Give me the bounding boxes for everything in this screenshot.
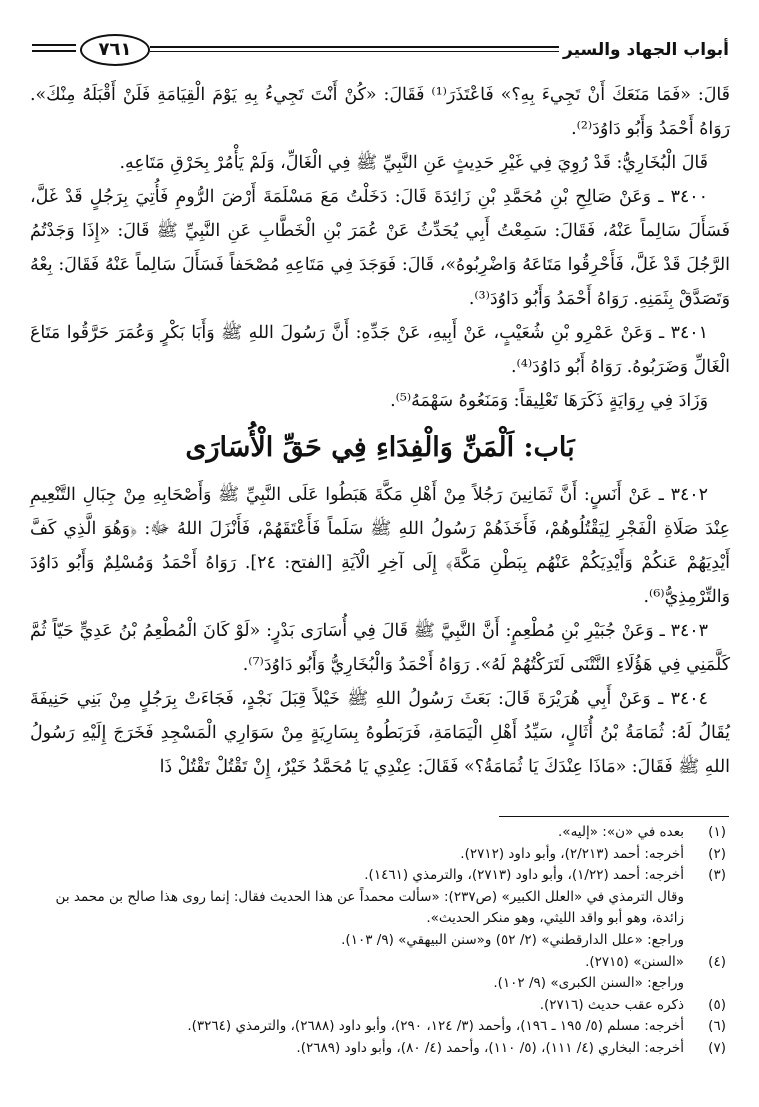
- footnotes: [30, 822, 730, 1060]
- paragraph-continuation: قَالَ: «فَمَا مَنَعَكَ أَنْ تَجِيءَ بِهِ؟» فَاعْتَذَرَ⁽¹⁾ فَقَالَ: «كُنْ أَنْتَ تَجِيءُ بِهِ يَوْمَ الْقِيَامَةِ فَلَنْ أَقْبَلَهُ مِنْكَ». رَوَاهُ أَحْمَدُ وَأَبُو دَاوُدَ⁽²⁾.: [30, 85, 730, 139]
- footnote-number: (١): [708, 824, 726, 840]
- footnote-5: [30, 995, 730, 1017]
- page-number: ٧٦١: [80, 34, 150, 66]
- footnote-number: (٢): [708, 845, 726, 862]
- footnote-7: [30, 1038, 730, 1060]
- page-number-line-top: [32, 44, 76, 46]
- footnote-separator: [499, 816, 729, 817]
- chapter-heading: بَاب: اَلْمَنِّ وَالْفِدَاءِ فِي حَقِّ الْأُسَارَى: [185, 432, 575, 463]
- footnote-4: [30, 952, 730, 974]
- page-header: [32, 34, 729, 70]
- footnote-number: (٤): [708, 953, 726, 970]
- footnote-1: [30, 822, 730, 844]
- hadith-3400: ٣٤٠٠ ـ وَعَنْ صَالِحِ بْنِ مُحَمَّدِ بْنِ زَائِدَةَ قَالَ: دَخَلْتُ مَعَ مَسْلَمَةَ أَرْضَ الرُّومِ فَأُتِيَ بِرَجُلٍ قَدْ غَلَّ، فَسَأَلَ سَالِماً عَنْهُ، فَقَالَ: سَمِعْتُ أَبِي يُحَدِّثُ عَنْ عُمَرَ بْنِ الْخَطَّابِ عَنِ النَّبِيِّ ﷺ قَالَ: «إِذَا وَجَدْتُمُ الرَّجُلَ قَدْ غَلَّ، فَأَحْرِقُوا مَتَاعَهُ وَاضْرِبُوهُ»، قَالَ: فَوَجَدَ فِي مَتَاعِهِ مُصْحَفاً فَسَأَلَ سَالِماً عَنْهُ فَقَالَ: بِعْهُ وَتَصَدَّقْ بِثَمَنِهِ. رَوَاهُ أَحْمَدُ وَأَبُو دَاوُدَ⁽³⁾.: [30, 187, 730, 309]
- footnote-text: وراجع: «علل الدارقطني» (٢/ ٥٢) و«سنن البيهقي» (٩/ ١٠٣).: [341, 931, 684, 948]
- hadith-3401: ٣٤٠١ ـ وَعَنْ عَمْرِو بْنِ شُعَيْبٍ، عَنْ أَبِيهِ، عَنْ جَدِّهِ: أَنَّ رَسُولَ اللهِ ﷺ وَأَبَا بَكْرٍ وَعُمَرَ حَرَّقُوا مَتَاعَ الْغَالِّ وَضَرَبُوهُ. رَوَاهُ أَبُو دَاوُدَ⁽⁴⁾.: [30, 323, 730, 377]
- footnote-text: أخرجه: البخاري (٤/ ١١١)، (٥/ ١١٠)، وأحمد (٤/ ٨٠)، وأبو داود (٢٦٨٩).: [296, 1039, 684, 1056]
- footnote-text: أخرجه: أحمد (١/٢٢)، وأبو داود (٢٧١٣)، والترمذي (١٤٦١).: [364, 867, 684, 884]
- header-rule: [150, 46, 559, 48]
- footnote-text: وراجع: «السنن الكبرى» (٩/ ١٠٢).: [493, 975, 684, 992]
- footnote-6: [30, 1016, 730, 1038]
- footnote-2: [30, 844, 730, 866]
- hadith-3403: ٣٤٠٣ ـ وَعَنْ جُبَيْرِ بْنِ مُطْعِمٍ: أَنَّ النَّبِيَّ ﷺ قَالَ فِي أُسَارَى بَدْرٍ: «لَوْ كَانَ الْمُطْعِمُ بْنُ عَدِيٍّ حَيّاً ثُمَّ كَلَّمَنِي فِي هَؤُلَاءِ النَّتْنَى لَتَرَكْتُهُمْ لَهُ». رَوَاهُ أَحْمَدُ وَالْبُخَارِيُّ وَأَبُو دَاوُدَ⁽⁷⁾.: [30, 621, 730, 675]
- main-text: [30, 78, 730, 784]
- footnote-text: وقال الترمذي في «العلل الكبير» (ص٢٣٧): «سألت محمداً عن هذا الحديث فقال: إنما روى هذا صالح بن محمد بن زائدة، وهو أبو واقد الليثي، وهو منكر الحديث».: [55, 888, 684, 927]
- footnote-3-see-also: [30, 930, 730, 952]
- footnote-text: ذكره عقب حديث (٢٧١٦).: [539, 996, 684, 1013]
- running-title: أبواب الجهاد والسير: [563, 40, 729, 60]
- hadith-3402: ٣٤٠٢ ـ عَنْ أَنَسٍ: أَنَّ ثَمَانِينَ رَجُلاً مِنْ أَهْلِ مَكَّةَ هَبَطُوا عَلَى النَّبِيِّ ﷺ وَأَصْحَابِهِ مِنْ جِبَالِ التَّنْعِيمِ عِنْدَ صَلَاةِ الْفَجْرِ لِيَقْتُلُوهُمْ، فَأَخَذَهُمْ رَسُولُ اللهِ ﷺ سَلَماً فَأَعْتَقَهُمْ، فَأَنْزَلَ اللهُ ﷻ: ﴿وَهُوَ الَّذِي كَفَّ أَيْدِيَهُمْ عَنكُمْ وَأَيْدِيَكُمْ عَنْهُم بِبَطْنِ مَكَّةَ﴾ إِلَى آخِرِ الْآيَةِ [الفتح: ٢٤]. رَوَاهُ أَحْمَدُ وَمُسْلِمٌ وَأَبُو دَاوُدَ وَالتِّرْمِذِيُّ⁽⁶⁾.: [30, 485, 730, 607]
- page-number-line-bottom: [32, 50, 76, 52]
- footnote-text: أخرجه: أحمد (٢/٢١٣)، وأبو داود (٢٧١٢).: [460, 845, 684, 862]
- footnote-number: (٧): [708, 1039, 726, 1056]
- footnote-4-see-also: [30, 973, 730, 995]
- hadith-3404: ٣٤٠٤ ـ وَعَنْ أَبِي هُرَيْرَةَ قَالَ: بَعَثَ رَسُولُ اللهِ ﷺ خَيْلاً قِبَلَ نَجْدٍ، فَجَاءَتْ بِرَجُلٍ مِنْ بَنِي حَنِيفَةَ يُقَالُ لَهُ: ثُمَامَةُ بْنُ أُثَالٍ، سَيِّدُ أَهْلِ الْيَمَامَةِ، فَرَبَطُوهُ بِسَارِيَةٍ مِنْ سَوَارِي الْمَسْجِدِ فَخَرَجَ إِلَيْهِ رَسُولُ اللهِ ﷺ فَقَالَ: «مَاذَا عِنْدَكَ يَا ثُمَامَةُ؟» فَقَالَ: عِنْدِي يَا مُحَمَّدُ خَيْرٌ، إِنْ تَقْتُلْ تَقْتُلْ ذَا: [30, 689, 730, 777]
- footnote-number: (٥): [708, 996, 726, 1013]
- hadith-3401-addition: وَزَادَ فِي رِوَايَةٍ ذَكَرَهَا تَعْلِيقاً: وَمَنَعُوهُ سَهْمَهُ⁽⁵⁾.: [390, 391, 708, 411]
- footnote-text: بعده في «ن»: «إليه».: [558, 824, 684, 840]
- footnote-number: (٣): [708, 867, 726, 884]
- footnote-text: «السنن» (٢٧١٥).: [585, 953, 684, 970]
- header-rule-thin: [150, 51, 559, 52]
- footnote-text: أخرجه: مسلم (٥/ ١٩٥ ـ ١٩٦)، وأحمد (٣/ ١٢٤، ٢٩٠)، وأبو داود (٢٦٨٨)، والترمذي (٣٢٦٤).: [187, 1018, 684, 1035]
- footnote-number: (٦): [708, 1018, 726, 1035]
- paragraph-bukhari-note: قَالَ الْبُخَارِيُّ: قَدْ رُوِيَ فِي غَيْرِ حَدِيثٍ عَنِ النَّبِيِّ ﷺ فِي الْغَالِّ، وَلَمْ يَأْمُرْ بِحَرْقِ مَتَاعِهِ.: [119, 153, 708, 173]
- footnote-3-continuation: [30, 887, 730, 930]
- footnote-3: [30, 865, 730, 887]
